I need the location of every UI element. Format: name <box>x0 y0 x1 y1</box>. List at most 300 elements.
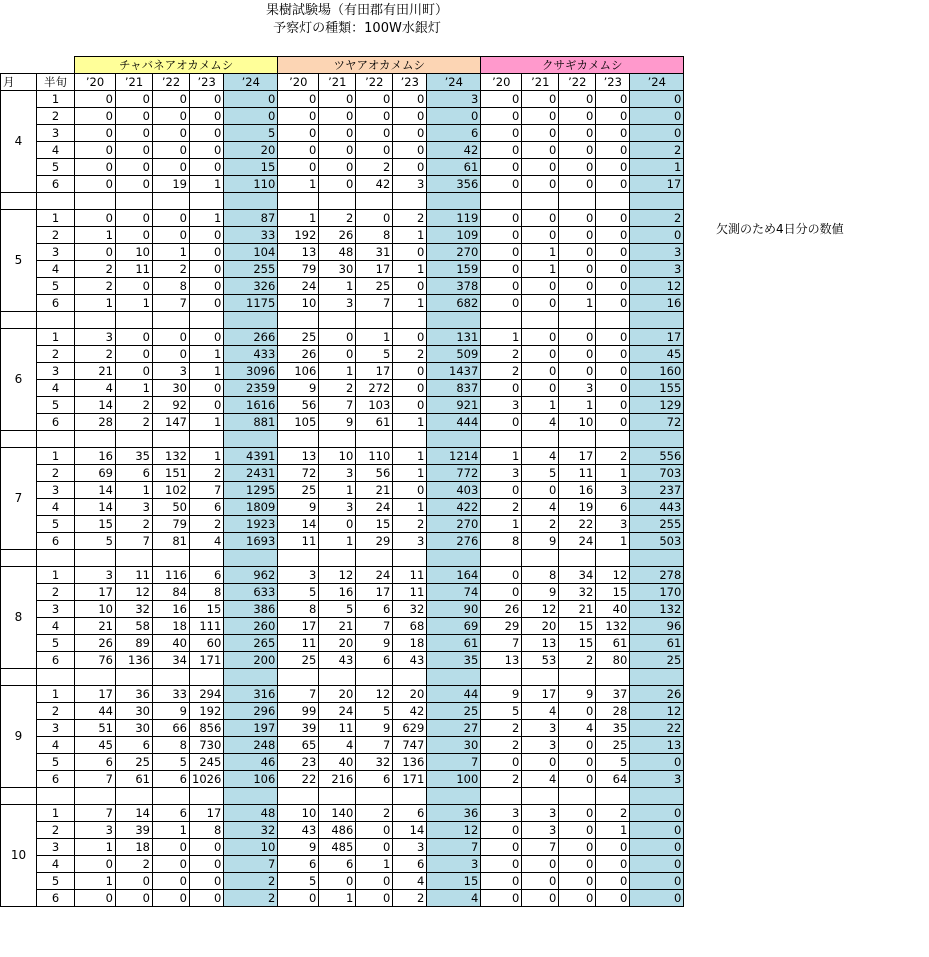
table-row <box>1 363 684 380</box>
count-cell: 1 <box>393 465 427 482</box>
count-cell: 0 <box>190 278 224 295</box>
year-header: ’20 <box>278 74 319 91</box>
count-cell: 0 <box>393 142 427 159</box>
count-cell: 0 <box>116 210 153 227</box>
count-cell: 0 <box>190 329 224 346</box>
spacer-cell <box>559 669 596 686</box>
spacer-cell <box>356 550 393 567</box>
count-cell: 1 <box>75 295 116 312</box>
count-cell: 0 <box>393 125 427 142</box>
count-cell: 0 <box>596 91 630 108</box>
count-cell: 6 <box>116 465 153 482</box>
count-cell: 378 <box>427 278 481 295</box>
count-cell: 12 <box>427 822 481 839</box>
count-cell: 16 <box>319 584 356 601</box>
table-row <box>1 125 684 142</box>
count-cell: 0 <box>393 108 427 125</box>
count-cell: 0 <box>319 516 356 533</box>
count-cell: 1 <box>190 210 224 227</box>
count-cell: 3 <box>393 176 427 193</box>
count-cell: 1026 <box>190 771 224 788</box>
spacer-cell <box>481 312 522 329</box>
count-cell: 0 <box>630 227 684 244</box>
count-cell: 9 <box>153 703 190 720</box>
count-cell: 61 <box>356 414 393 431</box>
count-cell: 15 <box>427 873 481 890</box>
count-cell: 43 <box>319 652 356 669</box>
count-cell: 2 <box>116 397 153 414</box>
count-cell: 0 <box>481 142 522 159</box>
count-cell: 200 <box>224 652 278 669</box>
half-month-cell: 4 <box>37 380 75 397</box>
count-cell: 1175 <box>224 295 278 312</box>
count-cell: 12 <box>630 703 684 720</box>
count-cell: 486 <box>319 822 356 839</box>
count-cell: 3 <box>522 805 559 822</box>
spacer-cell <box>522 788 559 805</box>
count-cell: 386 <box>224 601 278 618</box>
count-cell: 0 <box>481 210 522 227</box>
count-cell: 0 <box>630 856 684 873</box>
count-cell: 14 <box>278 516 319 533</box>
spacer-cell <box>630 550 684 567</box>
table-row <box>1 618 684 635</box>
count-cell: 0 <box>559 108 596 125</box>
count-cell: 51 <box>75 720 116 737</box>
count-cell: 56 <box>278 397 319 414</box>
count-cell: 1 <box>481 329 522 346</box>
spacer-cell <box>481 550 522 567</box>
count-cell: 147 <box>153 414 190 431</box>
count-cell: 6 <box>319 856 356 873</box>
table-row <box>1 584 684 601</box>
count-cell: 4 <box>522 703 559 720</box>
table-row <box>1 346 684 363</box>
count-cell: 0 <box>116 873 153 890</box>
half-month-cell: 6 <box>37 414 75 431</box>
count-cell: 0 <box>75 244 116 261</box>
count-cell: 5 <box>481 703 522 720</box>
count-cell: 4 <box>427 890 481 907</box>
header-blank <box>37 57 75 74</box>
count-cell: 0 <box>356 210 393 227</box>
count-cell: 1 <box>481 516 522 533</box>
count-cell: 11 <box>393 584 427 601</box>
table-row <box>1 754 684 771</box>
count-cell: 503 <box>630 533 684 550</box>
count-cell: 4 <box>522 771 559 788</box>
spacer-cell <box>116 550 153 567</box>
spacer-cell <box>190 193 224 210</box>
spacer-cell <box>75 550 116 567</box>
count-cell: 68 <box>393 618 427 635</box>
count-cell: 33 <box>153 686 190 703</box>
count-cell: 2 <box>356 159 393 176</box>
table-row <box>1 414 684 431</box>
count-cell: 0 <box>596 890 630 907</box>
count-cell: 0 <box>596 414 630 431</box>
count-cell: 192 <box>190 703 224 720</box>
count-cell: 32 <box>224 822 278 839</box>
count-cell: 0 <box>356 873 393 890</box>
count-cell: 0 <box>522 159 559 176</box>
spacer-cell <box>522 669 559 686</box>
count-cell: 12 <box>596 567 630 584</box>
count-cell: 0 <box>596 295 630 312</box>
count-cell: 1 <box>75 839 116 856</box>
count-cell: 0 <box>481 873 522 890</box>
count-cell: 0 <box>190 295 224 312</box>
count-cell: 856 <box>190 720 224 737</box>
count-cell: 0 <box>319 91 356 108</box>
count-cell: 403 <box>427 482 481 499</box>
count-cell: 0 <box>393 244 427 261</box>
count-cell: 4 <box>522 499 559 516</box>
count-cell: 15 <box>356 516 393 533</box>
count-cell: 0 <box>559 703 596 720</box>
count-cell: 131 <box>427 329 481 346</box>
half-month-cell: 3 <box>37 839 75 856</box>
count-cell: 5 <box>153 754 190 771</box>
count-cell: 80 <box>596 652 630 669</box>
count-cell: 3 <box>630 244 684 261</box>
table-row <box>1 652 684 669</box>
count-cell: 8 <box>356 227 393 244</box>
count-cell: 13 <box>278 244 319 261</box>
count-cell: 0 <box>559 873 596 890</box>
count-cell: 5 <box>356 703 393 720</box>
spacer-cell <box>559 431 596 448</box>
count-cell: 106 <box>224 771 278 788</box>
count-cell: 3 <box>116 499 153 516</box>
count-cell: 0 <box>630 108 684 125</box>
count-cell: 96 <box>630 618 684 635</box>
month-cell: 7 <box>1 448 37 550</box>
count-cell: 0 <box>116 125 153 142</box>
count-cell: 17 <box>356 261 393 278</box>
count-cell: 0 <box>153 873 190 890</box>
count-cell: 1 <box>522 244 559 261</box>
count-cell: 16 <box>75 448 116 465</box>
count-cell: 0 <box>153 346 190 363</box>
count-cell: 2 <box>116 516 153 533</box>
count-cell: 7 <box>427 839 481 856</box>
count-cell: 30 <box>116 720 153 737</box>
count-cell: 0 <box>393 363 427 380</box>
count-cell: 20 <box>224 142 278 159</box>
count-cell: 9 <box>319 414 356 431</box>
count-cell: 3 <box>481 465 522 482</box>
spacer-cell <box>356 431 393 448</box>
count-cell: 0 <box>481 295 522 312</box>
count-cell: 8 <box>278 601 319 618</box>
count-cell: 0 <box>559 142 596 159</box>
half-month-cell: 3 <box>37 125 75 142</box>
count-cell: 12 <box>630 278 684 295</box>
count-cell: 17 <box>630 176 684 193</box>
spacer-cell <box>481 431 522 448</box>
count-cell: 0 <box>596 108 630 125</box>
count-cell: 18 <box>393 635 427 652</box>
count-cell: 3 <box>75 567 116 584</box>
spacer-cell <box>153 312 190 329</box>
count-cell: 89 <box>116 635 153 652</box>
count-cell: 7 <box>481 635 522 652</box>
count-cell: 17 <box>356 584 393 601</box>
table-row <box>1 601 684 618</box>
count-cell: 1214 <box>427 448 481 465</box>
count-cell: 0 <box>630 839 684 856</box>
count-cell: 132 <box>630 601 684 618</box>
count-cell: 90 <box>427 601 481 618</box>
count-cell: 248 <box>224 737 278 754</box>
count-cell: 35 <box>427 652 481 669</box>
table-row <box>1 91 684 108</box>
count-cell: 0 <box>596 873 630 890</box>
count-cell: 1 <box>522 397 559 414</box>
count-cell: 18 <box>116 839 153 856</box>
count-cell: 0 <box>278 159 319 176</box>
half-month-cell: 1 <box>37 686 75 703</box>
count-cell: 20 <box>522 618 559 635</box>
count-cell: 747 <box>393 737 427 754</box>
count-cell: 0 <box>356 822 393 839</box>
count-cell: 76 <box>75 652 116 669</box>
spacer-cell <box>75 312 116 329</box>
spacer-cell <box>224 669 278 686</box>
count-cell: 0 <box>522 278 559 295</box>
count-cell: 0 <box>153 329 190 346</box>
count-cell: 1 <box>190 176 224 193</box>
count-cell: 27 <box>427 720 481 737</box>
spacer-cell <box>37 193 75 210</box>
count-cell: 171 <box>190 652 224 669</box>
count-cell: 1 <box>596 533 630 550</box>
count-cell: 6 <box>153 805 190 822</box>
spacer-cell <box>356 669 393 686</box>
title-line-1: 果樹試験場（有田郡有田川町） <box>265 3 448 18</box>
count-cell: 245 <box>190 754 224 771</box>
count-cell: 72 <box>630 414 684 431</box>
spacer-cell <box>224 193 278 210</box>
count-cell: 2 <box>393 346 427 363</box>
month-cell: 5 <box>1 210 37 312</box>
count-cell: 2 <box>596 805 630 822</box>
count-cell: 36 <box>427 805 481 822</box>
trap-count-table <box>0 56 684 907</box>
count-cell: 2 <box>481 499 522 516</box>
count-cell: 0 <box>481 176 522 193</box>
count-cell: 2 <box>224 890 278 907</box>
count-cell: 12 <box>319 567 356 584</box>
spacer-cell <box>319 193 356 210</box>
count-cell: 36 <box>116 686 153 703</box>
count-cell: 4 <box>319 737 356 754</box>
count-cell: 9 <box>559 686 596 703</box>
spacer-cell <box>427 550 481 567</box>
table-row <box>1 397 684 414</box>
count-cell: 11 <box>319 720 356 737</box>
count-cell: 0 <box>596 159 630 176</box>
count-cell: 0 <box>116 278 153 295</box>
count-cell: 0 <box>559 278 596 295</box>
count-cell: 0 <box>522 890 559 907</box>
count-cell: 9 <box>522 533 559 550</box>
count-cell: 13 <box>522 635 559 652</box>
spacer-row <box>1 312 684 329</box>
count-cell: 32 <box>393 601 427 618</box>
count-cell: 3 <box>522 822 559 839</box>
count-cell: 0 <box>190 397 224 414</box>
count-cell: 6 <box>190 567 224 584</box>
count-cell: 11 <box>116 261 153 278</box>
count-cell: 61 <box>427 635 481 652</box>
count-cell: 5 <box>596 754 630 771</box>
count-cell: 921 <box>427 397 481 414</box>
table-row <box>1 873 684 890</box>
count-cell: 0 <box>153 125 190 142</box>
count-cell: 21 <box>319 618 356 635</box>
spacer-cell <box>1 669 37 686</box>
spacer-cell <box>393 193 427 210</box>
count-cell: 29 <box>356 533 393 550</box>
spacer-row <box>1 193 684 210</box>
year-header: ’23 <box>596 74 630 91</box>
count-cell: 7 <box>190 482 224 499</box>
count-cell: 111 <box>190 618 224 635</box>
count-cell: 2 <box>190 465 224 482</box>
half-month-cell: 1 <box>37 210 75 227</box>
count-cell: 0 <box>319 329 356 346</box>
count-cell: 72 <box>278 465 319 482</box>
count-cell: 1809 <box>224 499 278 516</box>
count-cell: 2 <box>559 652 596 669</box>
table-row <box>1 380 684 397</box>
spacer-cell <box>116 669 153 686</box>
count-cell: 0 <box>522 329 559 346</box>
spacer-cell <box>224 431 278 448</box>
count-cell: 1 <box>319 278 356 295</box>
count-cell: 9 <box>481 686 522 703</box>
count-cell: 703 <box>630 465 684 482</box>
count-cell: 16 <box>630 295 684 312</box>
count-cell: 6 <box>356 601 393 618</box>
count-cell: 119 <box>427 210 481 227</box>
count-cell: 43 <box>278 822 319 839</box>
count-cell: 17 <box>75 686 116 703</box>
count-cell: 110 <box>224 176 278 193</box>
count-cell: 69 <box>75 465 116 482</box>
count-cell: 4 <box>522 448 559 465</box>
spacer-cell <box>37 550 75 567</box>
count-cell: 13 <box>278 448 319 465</box>
half-month-cell: 5 <box>37 159 75 176</box>
count-cell: 110 <box>356 448 393 465</box>
count-cell: 0 <box>596 176 630 193</box>
spacer-cell <box>278 788 319 805</box>
spacer-cell <box>427 788 481 805</box>
spacer-cell <box>393 312 427 329</box>
count-cell: 40 <box>596 601 630 618</box>
count-cell: 0 <box>190 142 224 159</box>
spacer-cell <box>153 669 190 686</box>
count-cell: 326 <box>224 278 278 295</box>
count-cell: 0 <box>596 142 630 159</box>
count-cell: 0 <box>153 108 190 125</box>
count-cell: 0 <box>522 856 559 873</box>
count-cell: 197 <box>224 720 278 737</box>
count-cell: 255 <box>224 261 278 278</box>
spacer-cell <box>522 431 559 448</box>
half-month-cell: 1 <box>37 91 75 108</box>
count-cell: 48 <box>319 244 356 261</box>
spacer-cell <box>559 193 596 210</box>
count-cell: 633 <box>224 584 278 601</box>
half-month-cell: 4 <box>37 856 75 873</box>
count-cell: 0 <box>596 227 630 244</box>
count-cell: 0 <box>153 227 190 244</box>
count-cell: 0 <box>559 261 596 278</box>
count-cell: 0 <box>319 873 356 890</box>
count-cell: 5 <box>356 346 393 363</box>
count-cell: 56 <box>356 465 393 482</box>
count-cell: 4 <box>75 380 116 397</box>
count-cell: 30 <box>116 703 153 720</box>
spacer-cell <box>356 312 393 329</box>
count-cell: 1 <box>278 210 319 227</box>
half-month-cell: 3 <box>37 244 75 261</box>
table-row <box>1 278 684 295</box>
count-cell: 255 <box>630 516 684 533</box>
count-cell: 35 <box>116 448 153 465</box>
spacer-cell <box>559 550 596 567</box>
count-cell: 39 <box>116 822 153 839</box>
count-cell: 0 <box>596 839 630 856</box>
count-cell: 32 <box>116 601 153 618</box>
count-cell: 24 <box>356 567 393 584</box>
count-cell: 44 <box>427 686 481 703</box>
count-cell: 0 <box>190 125 224 142</box>
half-month-cell: 3 <box>37 720 75 737</box>
count-cell: 21 <box>75 618 116 635</box>
spacer-cell <box>319 431 356 448</box>
count-cell: 0 <box>481 227 522 244</box>
count-cell: 485 <box>319 839 356 856</box>
spacer-cell <box>356 193 393 210</box>
count-cell: 2 <box>481 771 522 788</box>
count-cell: 24 <box>319 703 356 720</box>
spacer-cell <box>1 788 37 805</box>
count-cell: 9 <box>278 499 319 516</box>
count-cell: 18 <box>153 618 190 635</box>
count-cell: 1 <box>319 890 356 907</box>
count-cell: 0 <box>356 108 393 125</box>
count-cell: 556 <box>630 448 684 465</box>
count-cell: 0 <box>393 482 427 499</box>
count-cell: 105 <box>278 414 319 431</box>
count-cell: 6 <box>393 805 427 822</box>
count-cell: 0 <box>116 91 153 108</box>
count-cell: 24 <box>278 278 319 295</box>
spacer-cell <box>116 312 153 329</box>
year-header: ’21 <box>116 74 153 91</box>
count-cell: 1 <box>75 227 116 244</box>
half-month-cell: 5 <box>37 873 75 890</box>
spacer-cell <box>37 431 75 448</box>
count-cell: 14 <box>75 397 116 414</box>
title-line-2: 予察灯の種類：100W水銀灯 <box>273 21 441 36</box>
count-cell: 270 <box>427 244 481 261</box>
